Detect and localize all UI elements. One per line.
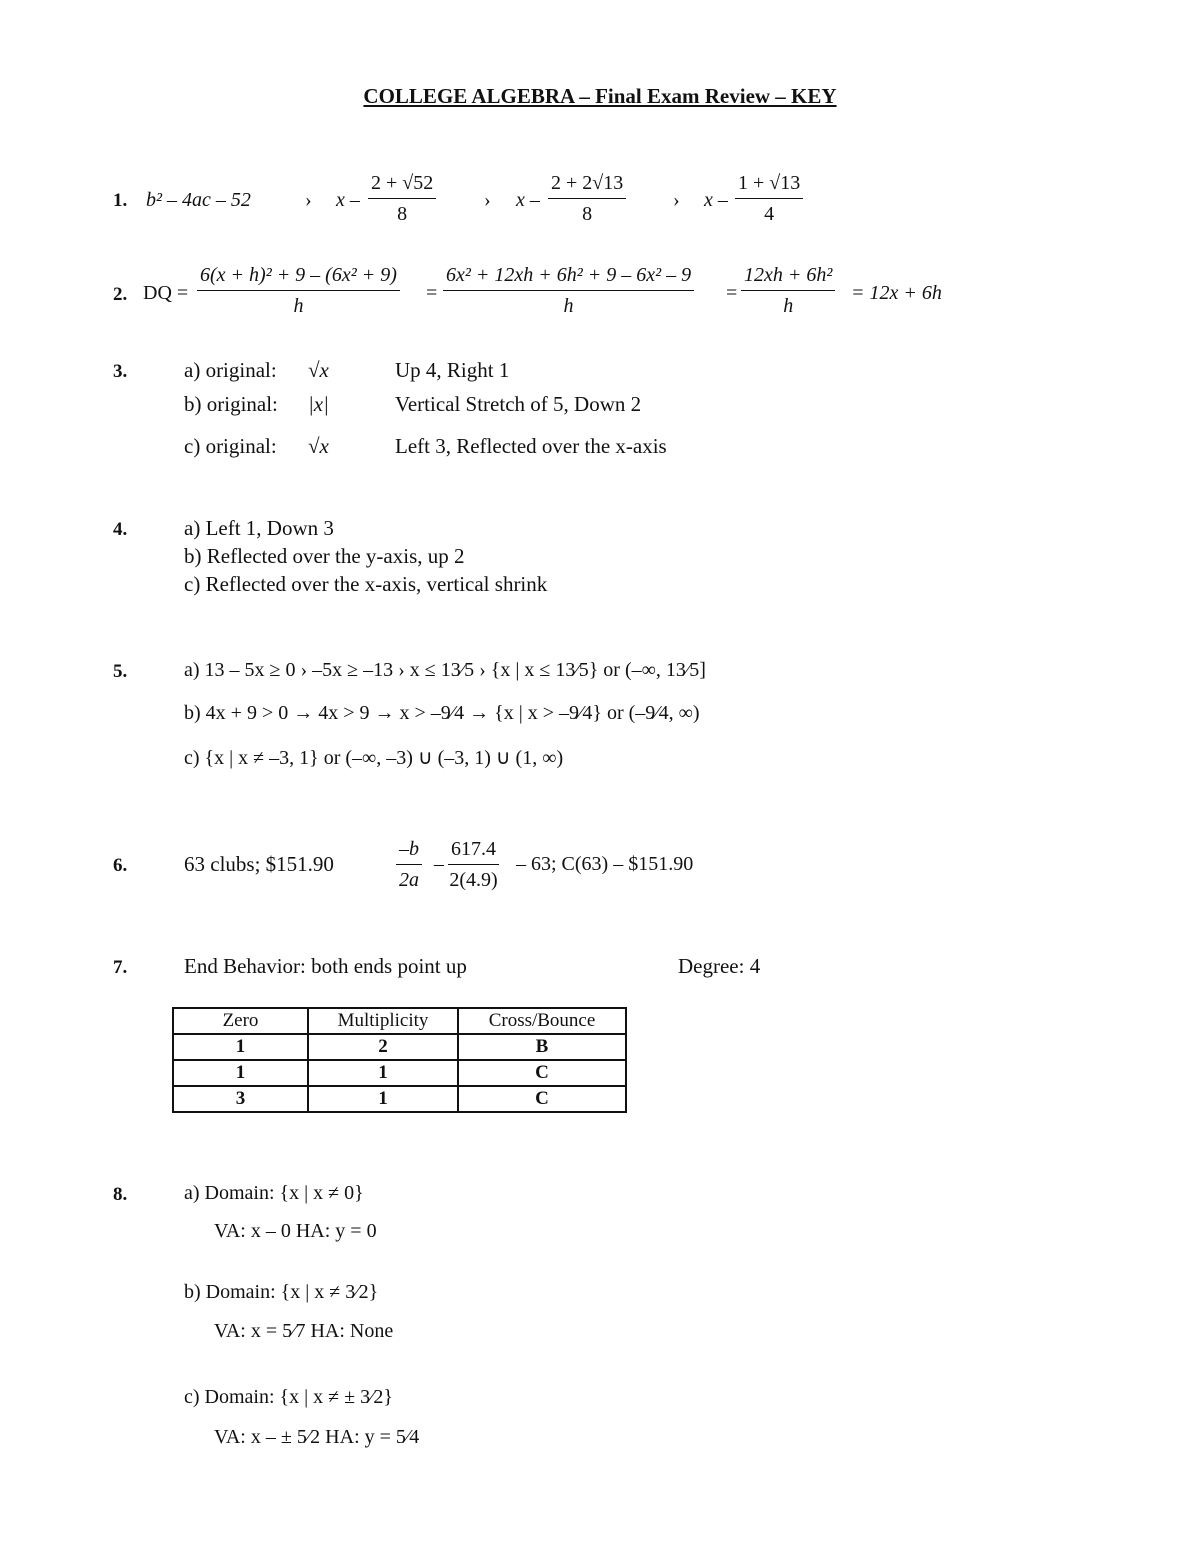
table-header-cell: Cross/Bounce [458, 1008, 626, 1034]
q1-arrow-1: › [305, 189, 312, 211]
table-cell: 1 [308, 1060, 458, 1086]
q2-equals-2: = [726, 282, 738, 304]
q2-frac3-numerator: 12xh + 6h² [741, 264, 835, 291]
q6-frac1-numerator: –b [396, 838, 422, 865]
q2-frac1-numerator: 6(x + h)² + 9 – (6x² + 9) [197, 264, 400, 291]
q8-number: 8. [113, 1184, 128, 1205]
q5c-answer: c) {x | x ≠ –3, 1} or (–∞, –3) ∪ (–3, 1) ∪ (1, ∞) [184, 747, 564, 769]
q6-answer: 63 clubs; $151.90 [184, 852, 334, 876]
q2-frac2-denominator: h [563, 295, 574, 317]
zeros-table [172, 1007, 627, 1113]
q5a-answer: a) 13 – 5x ≥ 0 › –5x ≥ –13 › x ≤ 13⁄5 › {x | x ≤ 13⁄5} or (–∞, 13⁄5] [184, 659, 706, 681]
table-cell: 2 [308, 1034, 458, 1060]
q2-frac2-numerator: 6x² + 12xh + 6h² + 9 – 6x² – 9 [443, 264, 694, 291]
table-header-cell: Zero [173, 1008, 308, 1034]
q2-number: 2. [113, 284, 128, 305]
q2-dq-label: DQ = [143, 282, 189, 304]
table-cell: C [458, 1086, 626, 1112]
q6-frac2-numerator: 617.4 [448, 838, 499, 865]
table-cell: 1 [173, 1034, 308, 1060]
q1-fraction-1 [368, 172, 436, 226]
q6-fraction-1 [396, 838, 422, 892]
q6-number: 6. [113, 855, 128, 876]
q3a-function: √x [308, 358, 329, 382]
q8b-asymptotes: VA: x = 5⁄7 HA: None [214, 1320, 394, 1342]
q1-fraction-3 [735, 172, 803, 226]
q5b-answer: b) 4x + 9 > 0 → 4x > 9 → x > –9⁄4 → {x | x > –9⁄4} or (–9⁄4, ∞) [184, 702, 700, 724]
q3b-function: |x| [308, 392, 329, 416]
q3a-transform: Up 4, Right 1 [395, 358, 510, 382]
page-title: COLLEGE ALGEBRA – Final Exam Review – KEY [363, 84, 837, 108]
q1-number: 1. [113, 190, 128, 211]
q7-degree: Degree: 4 [678, 954, 761, 978]
q2-frac1-denominator: h [293, 295, 304, 317]
q8b-domain: b) Domain: {x | x ≠ 3⁄2} [184, 1281, 379, 1303]
table-cell: 1 [173, 1060, 308, 1086]
q1-discriminant: b² – 4ac – 52 [146, 189, 251, 211]
table-row [173, 1034, 626, 1060]
q2-fraction-2 [443, 264, 694, 318]
q3c-function: √x [308, 434, 329, 458]
q4b-answer: b) Reflected over the y-axis, up 2 [184, 544, 465, 568]
q3c-label: c) original: [184, 434, 277, 458]
table-cell: 1 [308, 1086, 458, 1112]
q3a-label: a) original: [184, 358, 277, 382]
q3c-transform: Left 3, Reflected over the x-axis [395, 434, 667, 458]
q4c-answer: c) Reflected over the x-axis, vertical shrink [184, 572, 548, 596]
table-row [173, 1086, 626, 1112]
q1-fraction-2 [548, 172, 626, 226]
q1-x-eq-1: x – [336, 189, 360, 211]
q1-frac1-denominator: 8 [397, 203, 408, 225]
table-header-cell: Multiplicity [308, 1008, 458, 1034]
q8a-asymptotes: VA: x – 0 HA: y = 0 [214, 1220, 377, 1242]
q8c-asymptotes: VA: x – ± 5⁄2 HA: y = 5⁄4 [214, 1426, 420, 1448]
q1-x-eq-3: x – [704, 189, 728, 211]
q5-number: 5. [113, 661, 128, 682]
q1-arrow-2: › [484, 189, 491, 211]
q6-work: – 63; C(63) – $151.90 [516, 853, 694, 875]
q1-frac2-denominator: 8 [582, 203, 593, 225]
table-row [173, 1060, 626, 1086]
q1-frac3-numerator: 1 + √13 [735, 172, 803, 199]
q2-fraction-1 [197, 264, 400, 318]
q6-equals: – [434, 853, 444, 875]
q1-frac1-numerator: 2 + √52 [368, 172, 436, 199]
q2-frac3-denominator: h [783, 295, 794, 317]
table-cell: 3 [173, 1086, 308, 1112]
q7-end-behavior: End Behavior: both ends point up [184, 954, 467, 978]
q3b-transform: Vertical Stretch of 5, Down 2 [395, 392, 642, 416]
q4-number: 4. [113, 519, 128, 540]
q1-x-eq-2: x – [516, 189, 540, 211]
q6-frac2-denominator: 2(4.9) [449, 869, 498, 891]
q8c-domain: c) Domain: {x | x ≠ ± 3⁄2} [184, 1386, 394, 1408]
q3b-label: b) original: [184, 392, 278, 416]
q7-number: 7. [113, 957, 128, 978]
q2-result: = 12x + 6h [851, 282, 942, 304]
q8a-domain: a) Domain: {x | x ≠ 0} [184, 1182, 364, 1204]
q1-arrow-3: › [673, 189, 680, 211]
q6-frac1-denominator: 2a [399, 869, 419, 891]
q4a-answer: a) Left 1, Down 3 [184, 516, 334, 540]
q1-frac2-numerator: 2 + 2√13 [548, 172, 626, 199]
table-cell: C [458, 1060, 626, 1086]
q2-equals-1: = [426, 282, 438, 304]
table-header-row [173, 1008, 626, 1034]
table-cell: B [458, 1034, 626, 1060]
q2-fraction-3 [741, 264, 835, 318]
q3-number: 3. [113, 361, 128, 382]
q1-frac3-denominator: 4 [764, 203, 775, 225]
q6-fraction-2 [448, 838, 499, 892]
